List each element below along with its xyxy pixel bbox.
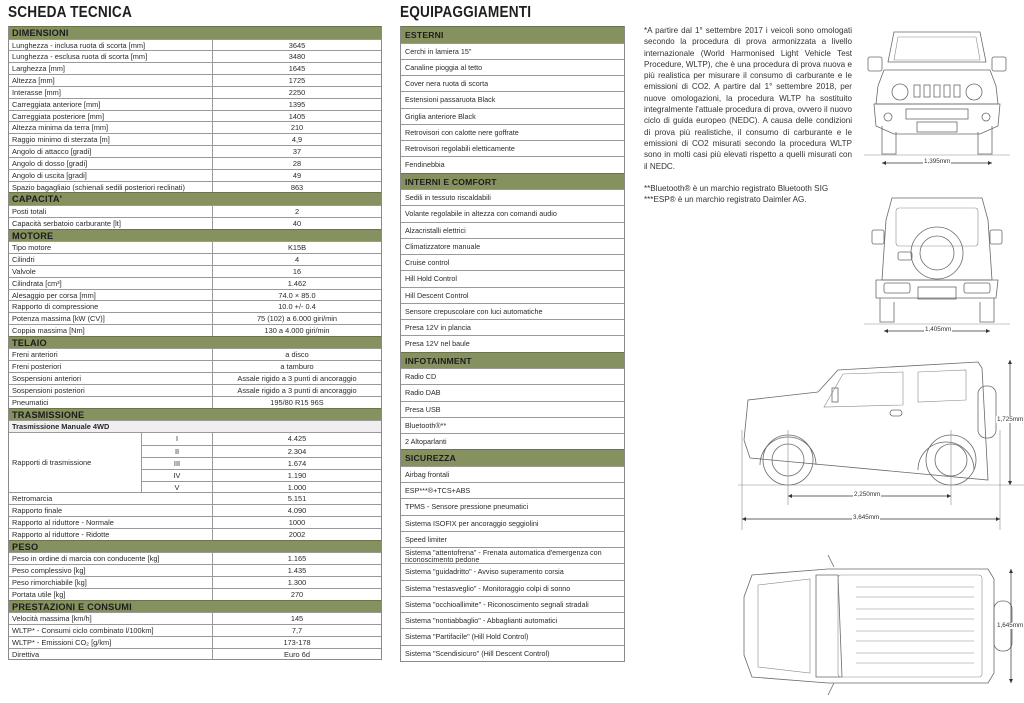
spec-value: 195/80 R15 96S (270, 397, 324, 407)
spec-row (9, 86, 381, 98)
spec-value: 40 (292, 218, 302, 228)
spec-row (9, 504, 381, 516)
equipment-item: Hill Hold Control (401, 270, 624, 286)
spec-label: Altezza minima da terra [mm] (9, 122, 213, 133)
equipment-section-header: INFOTAINMENT (401, 352, 624, 369)
section-header: DIMENSIONI (9, 26, 381, 39)
spec-value: 2 (294, 206, 300, 216)
equipment-item: Canaline pioggia al tetto (401, 59, 624, 75)
spec-value: 5.151 (287, 494, 307, 504)
spec-row (9, 648, 381, 660)
equipment-item: Bluetooth®** (401, 417, 624, 433)
gear-ratio: 1.674 (287, 458, 307, 468)
spec-row (9, 145, 381, 157)
spec-value: 49 (292, 170, 302, 180)
spec-value: 1725 (288, 76, 306, 86)
rear-view-drawing (862, 190, 1012, 340)
spec-row (9, 624, 381, 636)
equipment-item: Hill Descent Control (401, 287, 624, 303)
spec-value: Assale rigido a 3 punti di ancoraggio (237, 374, 357, 384)
wheelbase-label: 2,250mm (854, 491, 881, 498)
spec-row (9, 552, 381, 564)
equipment-item: 2 Altoparlanti (401, 433, 624, 449)
equipment-item: Speed limiter (401, 531, 624, 547)
spec-value: 210 (290, 123, 304, 133)
spec-row (9, 564, 381, 576)
spec-value: 1.462 (287, 278, 307, 288)
equipment-item: Sistema ISOFIX per ancoraggio seggiolini (401, 515, 624, 531)
spec-label: Sospensioni anteriori (9, 373, 213, 384)
equipaggiamenti-title: EQUIPAGGIAMENTI (400, 4, 532, 21)
spec-label: Retromarcia (9, 493, 213, 504)
car-top-icon (738, 555, 1024, 700)
equipment-item: Volante regolabile in altezza con comandi audio (401, 205, 624, 221)
spec-value: 1.300 (287, 577, 307, 587)
equipment-item: Sistema "Partifacile" (Hill Hold Control) (401, 628, 624, 644)
spec-label: Velocità massima [km/h] (9, 613, 213, 624)
height-label: 1,725mm (997, 416, 1024, 423)
spec-label: Pneumatici (9, 397, 213, 408)
equipment-item: Sistema "nontiabbaglio" - Abbaglianti automatici (401, 612, 624, 628)
gear-ratio: 1.000 (287, 482, 307, 492)
gear-number: III (142, 458, 213, 469)
equipment-item: Sistema "attentofrena" - Frenata automatica d'emergenza con riconoscimento pedone (401, 547, 624, 563)
spec-row (9, 241, 381, 253)
spec-label: Carreggiata anteriore [mm] (9, 99, 213, 110)
spec-value: 1645 (288, 64, 306, 74)
gear-row (142, 457, 381, 469)
spec-row (9, 636, 381, 648)
spec-row (9, 169, 381, 181)
spec-value: 145 (290, 614, 304, 624)
spec-label: Rapporto al riduttore - Ridotte (9, 529, 213, 540)
spec-value: 4,9 (291, 135, 303, 145)
spec-label: Peso rimorchiabile [kg] (9, 577, 213, 588)
equipment-item: Radio CD (401, 368, 624, 384)
footnotes (644, 25, 852, 205)
front-view-drawing (862, 22, 1012, 172)
rear-track-label: 1,405mm (925, 326, 952, 333)
equipment-item: Sistema "Scendisicuro" (Hill Descent Control) (401, 645, 624, 661)
spec-label: Lunghezza - inclusa ruota di scorta [mm] (9, 40, 213, 51)
spec-value: 1000 (288, 518, 306, 528)
equipment-section-header: INTERNI E COMFORT (401, 173, 624, 190)
spec-value: 1405 (288, 111, 306, 121)
spec-row (9, 277, 381, 289)
spec-value: Assale rigido a 3 punti di ancoraggio (237, 385, 357, 395)
spec-label: Angolo di uscita [gradi] (9, 170, 213, 181)
width-label: 1,645mm (997, 622, 1024, 629)
spec-value: 863 (290, 182, 304, 192)
spec-label: Rapporto finale (9, 505, 213, 516)
spec-value: 10.0 +/- 0.4 (278, 302, 316, 312)
equipment-item: Sistema "occhioallimite" - Riconoscimento segnali stradali (401, 596, 624, 612)
gear-row (142, 445, 381, 457)
spec-value: 4 (294, 255, 300, 264)
section-header: TRASMISSIONE (9, 408, 381, 421)
spec-label: Rapporto al riduttore - Normale (9, 517, 213, 528)
spec-value: K15B (287, 243, 307, 253)
spec-label: Posti totali (9, 206, 213, 217)
spec-value: 1.435 (287, 566, 307, 576)
spec-row (9, 289, 381, 301)
gear-row (142, 481, 381, 493)
spec-label: Cilindrata [cm³] (9, 278, 213, 289)
spec-value: 173-178 (283, 637, 311, 647)
equipment-item: Cruise control (401, 254, 624, 270)
spec-value: 4.090 (287, 506, 307, 516)
spec-value: 28 (292, 158, 302, 168)
spec-row (9, 348, 381, 360)
spec-label: Portata utile [kg] (9, 589, 213, 600)
gear-ratio: 1.190 (287, 470, 307, 480)
spec-label: Carreggiata posteriore [mm] (9, 111, 213, 122)
section-header: PESO (9, 540, 381, 553)
spec-value: 74.0 × 85.0 (278, 290, 316, 300)
equipment-item: Sistema "guidadritto" - Avviso superamento corsia (401, 563, 624, 579)
side-view-drawing (738, 350, 1024, 530)
spec-label: WLTP* - Emissioni CO₂ [g/km] (9, 637, 213, 648)
car-front-icon (862, 22, 1012, 172)
equipment-item: Presa 12V in plancia (401, 319, 624, 335)
equipment-item: Retrovisori con calotte nere goffrate (401, 124, 624, 140)
spec-value: 130 a 4.000 giri/min (264, 326, 330, 336)
spec-row (9, 133, 381, 145)
section-header: MOTORE (9, 229, 381, 242)
esp-note: ***ESP® è un marchio registrato Daimler AG. (644, 195, 807, 205)
spec-label: Coppia massima [Nm] (9, 325, 213, 336)
spec-label: Rapporto di compressione (9, 301, 213, 312)
spec-label: Sospensioni posteriori (9, 385, 213, 396)
spec-row (9, 98, 381, 110)
length-label: 3,645mm (853, 514, 880, 521)
spec-row (9, 157, 381, 169)
bluetooth-note: **Bluetooth® è un marchio registrato Bluetooth SIG (644, 183, 829, 193)
spec-value: Euro 6d (284, 649, 310, 659)
spec-row (9, 492, 381, 504)
spec-value: 75 (102) a 6.000 giri/min (256, 314, 338, 324)
equipment-item: Airbag frontali (401, 466, 624, 482)
transmission-subheader: Trasmissione Manuale 4WD (9, 420, 381, 432)
section-header: CAPACITA' (9, 192, 381, 205)
spec-row (9, 324, 381, 336)
spec-label: Freni posteriori (9, 361, 213, 372)
spec-row (9, 516, 381, 528)
section-header: TELAIO (9, 336, 381, 349)
spec-row (9, 39, 381, 51)
equipment-item: Sedili in tessuto riscaldabili (401, 189, 624, 205)
spec-row (9, 300, 381, 312)
equipment-item: Alzacristalli elettrici (401, 222, 624, 238)
gear-number: II (142, 446, 213, 457)
spec-value: 3480 (288, 52, 306, 62)
spec-row (9, 74, 381, 86)
spec-value: a tamburo (280, 362, 314, 372)
equipment-table (400, 26, 625, 662)
spec-label: Tipo motore (9, 242, 213, 253)
front-track-label: 1,395mm (924, 158, 951, 165)
equipment-item: Estensioni passaruota Black (401, 91, 624, 107)
spec-row (9, 110, 381, 122)
spec-value: 37 (292, 147, 302, 157)
spec-label: Angolo di dosso [gradi] (9, 158, 213, 169)
spec-value: 7,7 (291, 625, 303, 635)
spec-value: 270 (290, 589, 304, 599)
spec-label: Angolo di attacco [gradi] (9, 146, 213, 157)
spec-value: 2002 (288, 529, 306, 539)
spec-label: Freni anteriori (9, 349, 213, 360)
scheda-tecnica-title: SCHEDA TECNICA (8, 4, 132, 21)
gear-number: I (142, 433, 213, 445)
spec-value: a disco (285, 350, 309, 360)
spec-row (9, 528, 381, 540)
section-header: PRESTAZIONI E CONSUMI (9, 600, 381, 613)
top-view-drawing (738, 555, 1024, 700)
spec-label: WLTP* - Consumi ciclo combinato l/100km] (9, 625, 213, 636)
spec-label: Direttiva (9, 649, 213, 660)
spec-row (9, 253, 381, 265)
spec-row (9, 384, 381, 396)
spec-label: Valvole (9, 266, 213, 277)
equipment-item: Cover nera ruota di scorta (401, 75, 624, 91)
spec-row (9, 396, 381, 408)
spec-label: Larghezza [mm] (9, 63, 213, 74)
equipment-item: ESP***®+TCS+ABS (401, 482, 624, 498)
spec-label: Cilindri (9, 254, 213, 265)
equipment-item: Presa 12V nel baule (401, 335, 624, 351)
spec-row (9, 205, 381, 217)
spec-value: 1395 (288, 99, 306, 109)
spec-value: 1.165 (287, 554, 307, 564)
equipment-item: Griglia anteriore Black (401, 108, 624, 124)
spec-row (9, 181, 381, 193)
equipment-item: Retrovisori regolabili eletticamente (401, 140, 624, 156)
spec-label: Interasse [mm] (9, 87, 213, 98)
spec-label: Capacità serbatoio carburante [lt] (9, 218, 213, 229)
gear-row (142, 469, 381, 481)
equipment-section-header: ESTERNI (401, 26, 624, 43)
spec-row (9, 588, 381, 600)
equipment-section-header: SICUREZZA (401, 449, 624, 466)
equipment-item: Fendinebbia (401, 156, 624, 172)
gear-ratios-label: Rapporti di trasmissione (9, 433, 142, 492)
equipment-item: Cerchi in lamiera 15" (401, 43, 624, 59)
spec-row (9, 372, 381, 384)
car-side-icon (738, 350, 1024, 530)
spec-value: 16 (292, 266, 302, 276)
spec-label: Potenza massima [kW (CV)] (9, 313, 213, 324)
spec-row (9, 265, 381, 277)
spec-row (9, 360, 381, 372)
spec-label: Lunghezza - esclusa ruota di scorta [mm] (9, 51, 213, 62)
equipment-item: Climatizzatore manuale (401, 238, 624, 254)
gear-row (142, 433, 381, 445)
spec-row (9, 62, 381, 74)
gear-number: IV (142, 470, 213, 481)
spec-label: Raggio minimo di sterzata [m] (9, 134, 213, 145)
spec-row (9, 576, 381, 588)
spec-row (9, 612, 381, 624)
spec-value: 2250 (288, 87, 306, 97)
gear-number: V (142, 482, 213, 493)
equipment-item: Radio DAB (401, 384, 624, 400)
spec-row (9, 217, 381, 229)
spec-table (8, 26, 382, 660)
equipment-item: Sensore crepuscolare con luci automatiche (401, 303, 624, 319)
car-rear-icon (862, 190, 1012, 340)
spec-label: Spazio bagagliaio (schienali sedili posteriori reclinati) (9, 182, 213, 193)
spec-row (9, 121, 381, 133)
gear-ratio: 2.304 (287, 446, 307, 456)
gear-ratios-block (9, 432, 381, 492)
spec-label: Peso complessivo [kg] (9, 565, 213, 576)
spec-label: Peso in ordine di marcia con conducente [kg] (9, 553, 213, 564)
wltp-note: *A partire dal 1° settembre 2017 i veicoli sono omologati secondo la procedura di prova armonizzata a livello internazionale (World Harmonised Light Vehicle Test Procedure, WLTP), che è una procedura di prova nuova e più realistica per misurare il consumo di carburante e le emissioni di CO2. A partire dal 1° settembre 2018, per nuove omologazioni, la procedura WLTP ha sostituito integralmente l'attuale procedura di prova, ovvero il nuovo ciclo di guida europeo (NEDC). A causa delle condizioni di prova più realistiche, il consumo di carburante e le emissioni di CO2 misurati secondo la procedura WLTP sono in molti casi più elevati rispetto a quelli misurati con il NEDC. (644, 26, 852, 171)
spec-row (9, 312, 381, 324)
spec-label: Altezza [mm] (9, 75, 213, 86)
equipment-item: Presa USB (401, 401, 624, 417)
gear-ratio: 4.425 (287, 434, 307, 444)
spec-row (9, 50, 381, 62)
equipment-item: Sistema "restasveglio" - Monitoraggio colpi di sonno (401, 580, 624, 596)
equipment-item: TPMS - Sensore pressione pneumatici (401, 498, 624, 514)
spec-value: 3645 (288, 40, 306, 50)
spec-label: Alesaggio per corsa [mm] (9, 290, 213, 301)
